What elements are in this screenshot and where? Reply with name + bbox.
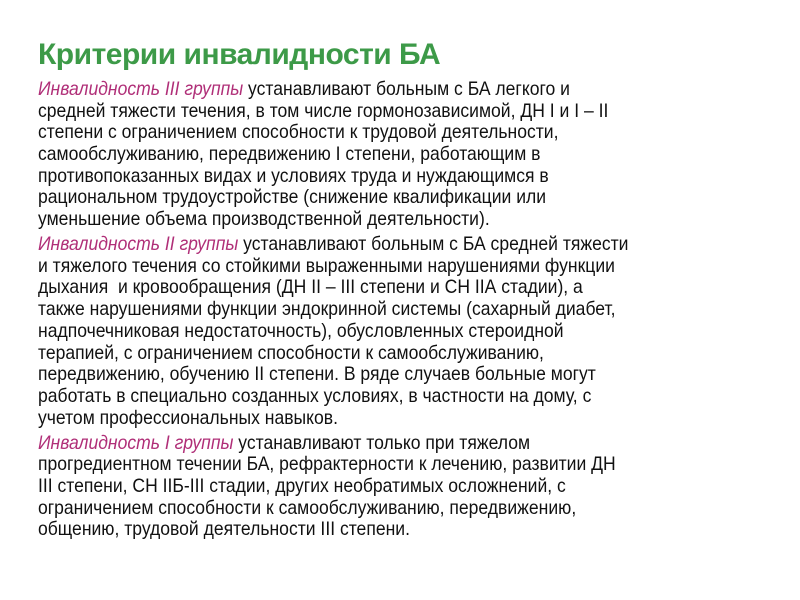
text-line (38, 101, 715, 123)
line-text: работать в специально созданных условиях, в частности на дому, с (38, 384, 592, 407)
paragraph-disability-group (38, 433, 790, 541)
text-line (38, 144, 715, 166)
slide-title: Критерии инвалидности БА (38, 38, 441, 71)
text-line (38, 408, 715, 430)
text-line (38, 234, 715, 256)
text-line (38, 187, 715, 209)
text-line (38, 454, 715, 476)
text-line (38, 386, 715, 408)
paragraph-disability-group (38, 234, 790, 429)
text-line (38, 498, 715, 520)
line-text: устанавливают больным с БА средней тяжести (238, 233, 629, 256)
line-text: III степени, СН IIБ-III стадии, других необратимых осложнений, с (38, 474, 566, 497)
line-text: устанавливают больным с БА легкого и (243, 78, 570, 100)
text-line (38, 166, 715, 188)
text-line (38, 476, 715, 498)
text-line (38, 519, 715, 541)
line-text: степени с ограничением способности к трудовой деятельности, (38, 121, 559, 144)
text-line (38, 209, 715, 231)
text-line (38, 277, 715, 299)
group-lead-text: Инвалидность III группы (38, 78, 244, 100)
line-text: надпочечниковая недостаточность), обусловленных стероидной (38, 319, 564, 342)
group-lead-text: Инвалидность I группы (38, 431, 234, 454)
line-text: устанавливают только при тяжелом (233, 431, 531, 454)
slide-body (38, 79, 790, 544)
line-text: самообслуживанию, передвижению I степени, работающим в (38, 143, 541, 166)
line-text: учетом профессиональных навыков. (38, 406, 338, 429)
line-text: общению, трудовой деятельности III степени. (38, 518, 410, 541)
line-text: уменьшение объема производственной деятельности). (38, 208, 490, 231)
text-line (38, 79, 715, 101)
line-text: средней тяжести течения, в том числе гормонозависимой, ДН I и I – II (38, 99, 609, 122)
line-text: терапией, с ограничением способности к самообслуживанию, (38, 341, 544, 364)
line-text: противопоказанных видах и условиях труда и нуждающимся в (38, 164, 549, 187)
line-text: рациональном трудоустройстве (снижение квалификации или (38, 186, 547, 209)
text-line (38, 433, 715, 455)
line-text: прогредиентном течении БА, рефрактерности к лечению, развитии ДН (38, 453, 616, 476)
text-line (38, 299, 715, 321)
text-line (38, 364, 715, 386)
text-line (38, 122, 715, 144)
line-text: и тяжелого течения со стойкими выраженными нарушениями функции (38, 254, 615, 277)
group-lead-text: Инвалидность II группы (38, 233, 239, 256)
text-line (38, 343, 715, 365)
line-text: дыхания и кровообращения (ДН II – III степени и СН IIА стадии), а (38, 276, 583, 299)
line-text: передвижению, обучению II степени. В ряде случаев больные могут (38, 363, 596, 386)
text-line (38, 256, 715, 278)
paragraph-disability-group (38, 79, 790, 231)
line-text: ограничением способности к самообслуживанию, передвижению, (38, 496, 577, 519)
line-text: также нарушениями функции эндокринной системы (сахарный диабет, (38, 298, 616, 321)
text-line (38, 321, 715, 343)
